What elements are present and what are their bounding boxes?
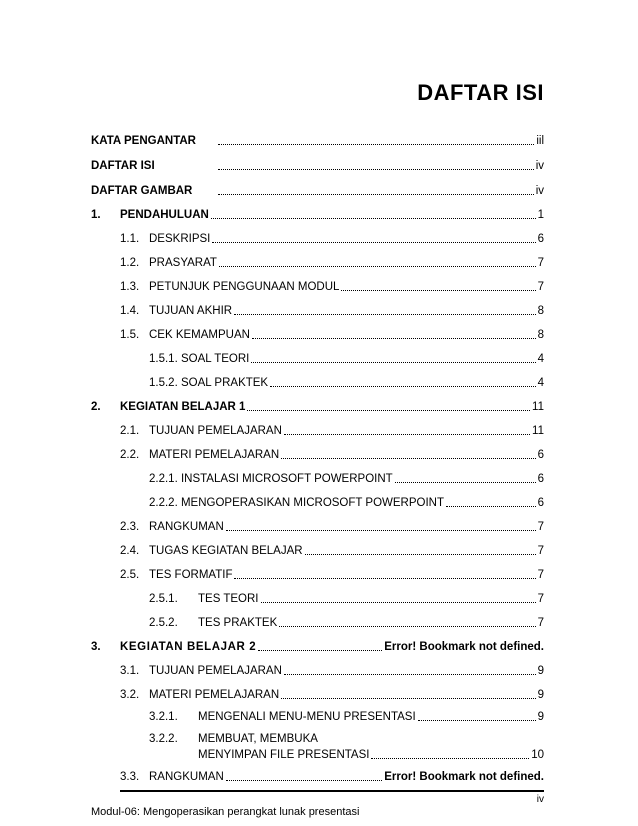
toc-entry-page: 7: [537, 521, 544, 533]
toc-entry-page: 4: [537, 377, 544, 389]
toc-leader-dots: [234, 577, 535, 579]
toc-entry-2-2[interactable]: [120, 444, 544, 462]
footer-rule: [120, 790, 544, 792]
toc-entry-page: 8: [537, 329, 544, 341]
toc-leader-dots: [211, 217, 536, 219]
toc-entry-label: TUGAS KEGIATAN BELAJAR: [149, 545, 303, 557]
toc-entry-daftar-isi[interactable]: [91, 155, 544, 173]
toc-entry-label: DAFTAR ISI: [91, 160, 155, 172]
page-title: DAFTAR ISI: [417, 80, 544, 105]
toc-entry-number: 2.: [91, 401, 101, 413]
toc-entry-number: 3.2.: [120, 689, 140, 701]
toc-entry-2-5-1[interactable]: [149, 588, 544, 606]
footer-page-number: iv: [536, 794, 544, 805]
toc-entry-2-2-2[interactable]: [149, 492, 544, 510]
toc-entry-1-5[interactable]: [120, 324, 544, 342]
toc-entry-number: 3.2.2.: [149, 733, 178, 745]
toc-entry-1-4[interactable]: [120, 300, 544, 318]
toc-entry-page: 7: [537, 569, 544, 581]
toc-entry-label: 1.5.1. SOAL TEORI: [149, 353, 250, 365]
toc-entry-label: RANGKUMAN: [149, 521, 224, 533]
toc-entry-number: 3.3.: [120, 771, 140, 783]
toc-entry-1-5-2[interactable]: [149, 372, 544, 390]
toc-entry-chapter-1[interactable]: [91, 204, 544, 222]
toc-entry-label: RANGKUMAN: [149, 771, 224, 783]
toc-entry-number: 1.2.: [120, 257, 140, 269]
toc-entry-1-3[interactable]: [120, 276, 544, 294]
toc-entry-page: 9: [537, 665, 544, 677]
toc-entry-3-1[interactable]: [120, 660, 544, 678]
toc-entry-label: TUJUAN AKHIR: [149, 305, 233, 317]
toc-entry-label: KEGIATAN BELAJAR 1: [120, 401, 246, 413]
toc-entry-number: 2.5.1.: [149, 593, 178, 605]
toc-leader-dots: [281, 457, 535, 459]
toc-entry-number: 1.: [91, 209, 101, 221]
toc-entry-page: 8: [537, 305, 544, 317]
toc-entry-page: 11: [532, 401, 544, 413]
toc-entry-page: 6: [537, 449, 544, 461]
toc-entry-page: 7: [537, 545, 544, 557]
toc-entry-page: 6: [537, 473, 544, 485]
toc-leader-dots: [371, 757, 529, 759]
toc-leader-dots: [305, 553, 536, 555]
toc-entry-page: 7: [537, 617, 544, 629]
toc-leader-dots: [212, 241, 535, 243]
toc-entry-label: MATERI PEMELAJARAN: [149, 689, 280, 701]
toc-entry-number: 1.3.: [120, 281, 140, 293]
toc-entry-page: 9: [537, 711, 544, 723]
toc-entry-number: 2.5.: [120, 569, 140, 581]
toc-leader-dots: [218, 143, 534, 145]
toc-entry-label: MEMBUAT, MEMBUKA: [198, 733, 318, 745]
toc-entry-label: DAFTAR GAMBAR: [91, 185, 193, 197]
toc-entry-label: KEGIATAN BELAJAR 2: [120, 641, 257, 653]
toc-leader-dots: [270, 385, 535, 387]
toc-entry-3-2[interactable]: [120, 684, 544, 702]
toc-entry-2-3[interactable]: [120, 516, 544, 534]
toc-entry-label: CEK KEMAMPUAN: [149, 329, 250, 341]
toc-entry-page: 11: [532, 425, 544, 437]
footer-text: Modul-06: Mengoperasikan perangkat lunak presentasi: [91, 806, 360, 818]
toc-entry-number: 1.5.: [120, 329, 140, 341]
toc-entry-label: DESKRIPSI: [149, 233, 211, 245]
toc-entry-label: MENGENALI MENU-MENU PRESENTASI: [198, 711, 416, 723]
toc-entry-page: 7: [537, 281, 544, 293]
toc-entry-label: TUJUAN PEMELAJARAN: [149, 425, 282, 437]
toc-leader-dots: [251, 361, 535, 363]
toc-entry-3-2-2-cont[interactable]: [149, 744, 544, 762]
toc-entry-1-1[interactable]: [120, 228, 544, 246]
toc-entry-page-error: Error! Bookmark not defined.: [384, 771, 544, 783]
toc-entry-daftar-gambar[interactable]: [91, 180, 544, 198]
toc-entry-number: 1.4.: [120, 305, 140, 317]
toc-entry-number: 2.2.: [120, 449, 140, 461]
toc-entry-label: TUJUAN PEMELAJARAN: [149, 665, 282, 677]
toc-entry-2-4[interactable]: [120, 540, 544, 558]
toc-leader-dots: [258, 649, 382, 651]
toc-entry-2-2-1[interactable]: [149, 468, 544, 486]
toc-entry-label: TES TEORI: [198, 593, 259, 605]
toc-entry-2-5[interactable]: [120, 564, 544, 582]
toc-leader-dots: [446, 505, 536, 507]
toc-entry-label: PENDAHULUAN: [120, 209, 209, 221]
toc-leader-dots: [341, 289, 535, 291]
toc-entry-2-5-2[interactable]: [149, 612, 544, 630]
toc-entry-number: 2.5.2.: [149, 617, 178, 629]
toc-entry-page: 9: [537, 689, 544, 701]
toc-entry-label: MENYIMPAN FILE PRESENTASI: [198, 749, 370, 761]
toc-entry-number: 2.1.: [120, 425, 140, 437]
toc-leader-dots: [218, 168, 534, 170]
toc-leader-dots: [226, 529, 536, 531]
toc-entry-label: PETUNJUK PENGGUNAAN MODUL: [149, 281, 340, 293]
toc-entry-page: 7: [537, 257, 544, 269]
toc-entry-number: 2.4.: [120, 545, 140, 557]
toc-entry-label: 2.2.1. INSTALASI MICROSOFT POWERPOINT: [149, 473, 393, 485]
toc-entry-page: iv: [535, 185, 544, 197]
toc-entry-number: 3.2.1.: [149, 711, 178, 723]
toc-entry-kata-pengantar[interactable]: [91, 130, 544, 148]
toc-entry-page: 6: [537, 497, 544, 509]
toc-entry-page: iil: [536, 135, 544, 147]
toc-leader-dots: [395, 481, 536, 483]
toc-leader-dots: [218, 193, 534, 195]
toc-entry-number: 2.3.: [120, 521, 140, 533]
toc-leader-dots: [252, 337, 536, 339]
toc-entry-label: MATERI PEMELAJARAN: [149, 449, 280, 461]
toc-entry-2-1[interactable]: [120, 420, 544, 438]
toc-leader-dots: [281, 697, 535, 699]
toc-leader-dots: [219, 265, 536, 267]
toc-leader-dots: [247, 409, 530, 411]
toc-entry-label: 1.5.2. SOAL PRAKTEK: [149, 377, 269, 389]
toc-entry-page: 4: [537, 353, 544, 365]
toc-entry-page: 6: [537, 233, 544, 245]
toc-entry-label: TES PRAKTEK: [198, 617, 278, 629]
toc-entry-label: TES FORMATIF: [149, 569, 233, 581]
toc-entry-page: iv: [535, 160, 544, 172]
toc-leader-dots: [284, 673, 536, 675]
toc-entry-page-error: Error! Bookmark not defined.: [384, 641, 544, 653]
toc-leader-dots: [234, 313, 536, 315]
toc-leader-dots: [279, 625, 535, 627]
toc-leader-dots: [226, 779, 382, 781]
toc-entry-chapter-3[interactable]: [91, 636, 544, 654]
toc-entry-number: 3.1.: [120, 665, 140, 677]
toc-leader-dots: [261, 601, 536, 603]
toc-leader-dots: [418, 719, 536, 721]
toc-entry-chapter-2[interactable]: [91, 396, 544, 414]
toc-entry-number: 3.: [91, 641, 101, 653]
toc-entry-page: 1: [537, 209, 544, 221]
toc-entry-3-3[interactable]: [120, 766, 544, 784]
toc-entry-label: PRASYARAT: [149, 257, 217, 269]
toc-entry-1-5-1[interactable]: [149, 348, 544, 366]
toc-entry-page: 10: [531, 749, 544, 761]
toc-entry-number: 1.1.: [120, 233, 140, 245]
toc-entry-label: 2.2.2. MENGOPERASIKAN MICROSOFT POWERPOINT: [149, 497, 445, 509]
toc-leader-dots: [284, 433, 530, 435]
toc-entry-label: KATA PENGANTAR: [91, 135, 196, 147]
toc-entry-page: 7: [537, 593, 544, 605]
toc-entry-3-2-1[interactable]: [149, 706, 544, 724]
toc-entry-1-2[interactable]: [120, 252, 544, 270]
